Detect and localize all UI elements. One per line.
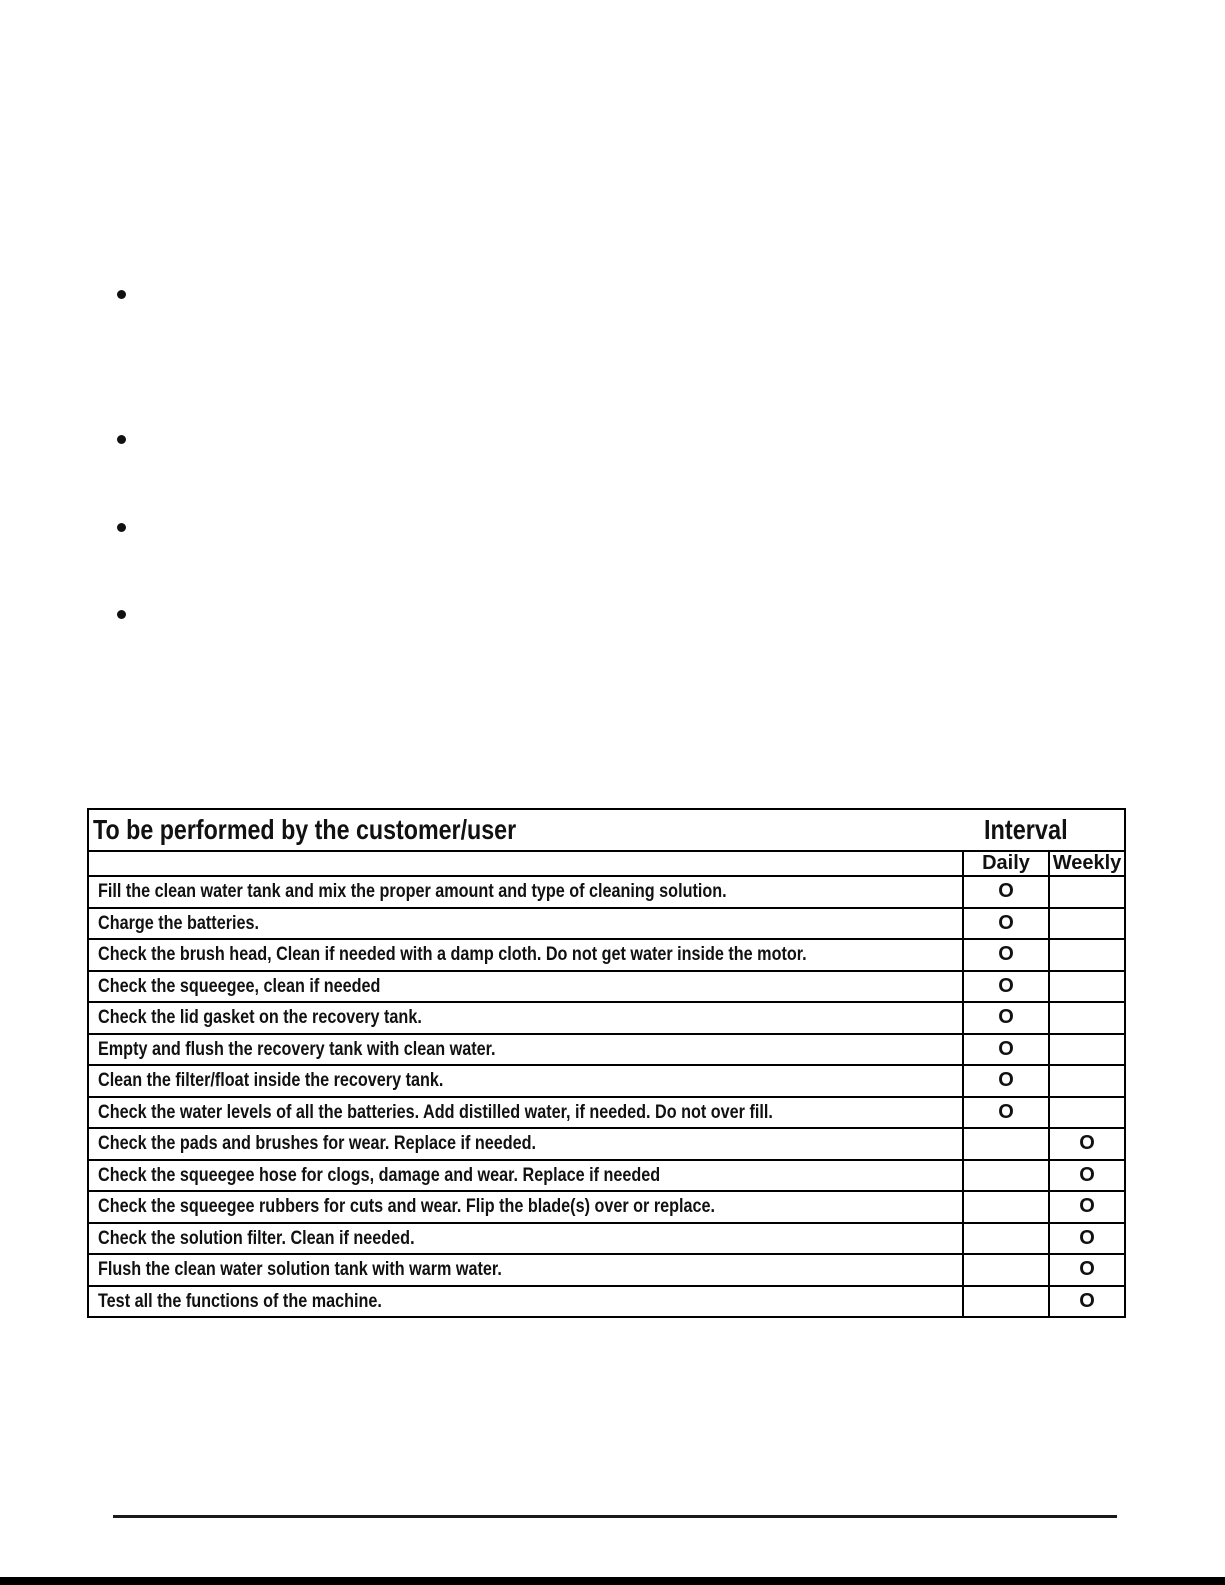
task-cell [89,1066,962,1096]
task-text: Flush the clean water solution tank with warm water. [98,1258,502,1281]
bullet-icon [117,610,126,619]
weekly-mark-cell [1050,909,1124,939]
daily-mark: O [998,911,1014,934]
daily-mark-cell [964,972,1048,1002]
daily-mark-cell [964,909,1048,939]
task-text: Check the squeegee, clean if needed [98,974,381,997]
weekly-mark-cell [1050,1287,1124,1317]
task-cell [89,1098,962,1128]
weekly-mark: O [1079,1289,1095,1312]
weekly-mark-cell [1050,1035,1124,1065]
daily-mark-cell [964,1035,1048,1065]
daily-mark: O [998,1100,1014,1123]
maintenance-table [87,808,1126,1318]
task-cell [89,1192,962,1222]
weekly-mark-cell [1050,1224,1124,1254]
column-header-weekly: Weekly [1050,852,1124,875]
table-title: To be performed by the customer/user [93,814,517,845]
bullet-icon [117,523,126,532]
daily-mark-cell [964,1098,1048,1128]
task-text: Check the lid gasket on the recovery tank. [98,1006,422,1029]
task-text: Test all the functions of the machine. [98,1289,382,1312]
daily-mark-cell [964,1287,1048,1317]
task-cell [89,1035,962,1065]
task-cell [89,972,962,1002]
daily-mark: O [998,943,1014,966]
weekly-mark: O [1079,1258,1095,1281]
task-cell [89,877,962,907]
daily-mark-cell [964,1192,1048,1222]
task-text: Empty and flush the recovery tank with clean water. [98,1037,496,1060]
task-text: Check the solution filter. Clean if needed. [98,1226,415,1249]
weekly-mark-cell [1050,1192,1124,1222]
task-cell [89,1129,962,1159]
task-text: Fill the clean water tank and mix the proper amount and type of cleaning solution. [98,880,727,903]
daily-mark: O [998,880,1014,903]
daily-mark-cell [964,877,1048,907]
interval-header-box [976,814,1076,846]
weekly-mark-cell [1050,972,1124,1002]
weekly-mark-cell [1050,1161,1124,1191]
weekly-mark-cell [1050,1098,1124,1128]
weekly-mark-cell [1050,1003,1124,1033]
footer-divider [113,1515,1117,1518]
task-text: Check the brush head, Clean if needed with a damp cloth. Do not get water inside the motor. [98,943,807,966]
task-cell [89,1255,962,1285]
task-cell [89,909,962,939]
table-title-row [89,810,1124,850]
weekly-mark: O [1079,1163,1095,1186]
weekly-mark-cell [1050,1066,1124,1096]
daily-mark: O [998,1037,1014,1060]
weekly-mark-cell [1050,1255,1124,1285]
page-bottom-bar [0,1577,1225,1585]
daily-mark-cell [964,1003,1048,1033]
task-cell [89,1161,962,1191]
bullet-icon [117,435,126,444]
daily-mark-cell [964,1161,1048,1191]
weekly-mark: O [1079,1132,1095,1155]
daily-mark: O [998,1006,1014,1029]
task-cell [89,1003,962,1033]
weekly-mark: O [1079,1195,1095,1218]
subheader-spacer-cell [89,852,962,875]
task-text: Check the water levels of all the batteries. Add distilled water, if needed. Do not over fill. [98,1100,773,1123]
weekly-mark-cell [1050,1129,1124,1159]
task-cell [89,1287,962,1317]
interval-header: Interval [984,814,1069,845]
weekly-mark-cell [1050,877,1124,907]
daily-mark: O [998,974,1014,997]
daily-mark: O [998,1069,1014,1092]
column-header-daily: Daily [964,852,1048,875]
task-cell [89,940,962,970]
daily-mark-cell [964,1224,1048,1254]
daily-mark-cell [964,1066,1048,1096]
task-text: Check the squeegee rubbers for cuts and wear. Flip the blade(s) over or replace. [98,1195,716,1218]
daily-mark-cell [964,940,1048,970]
task-text: Charge the batteries. [98,911,260,934]
task-cell [89,1224,962,1254]
bullet-icon [117,290,126,299]
daily-mark-cell [964,1255,1048,1285]
task-text: Check the pads and brushes for wear. Replace if needed. [98,1132,537,1155]
weekly-mark: O [1079,1226,1095,1249]
task-text: Check the squeegee hose for clogs, damage and wear. Replace if needed [98,1163,661,1186]
daily-mark-cell [964,1129,1048,1159]
weekly-mark-cell [1050,940,1124,970]
task-text: Clean the filter/float inside the recovery tank. [98,1069,444,1092]
